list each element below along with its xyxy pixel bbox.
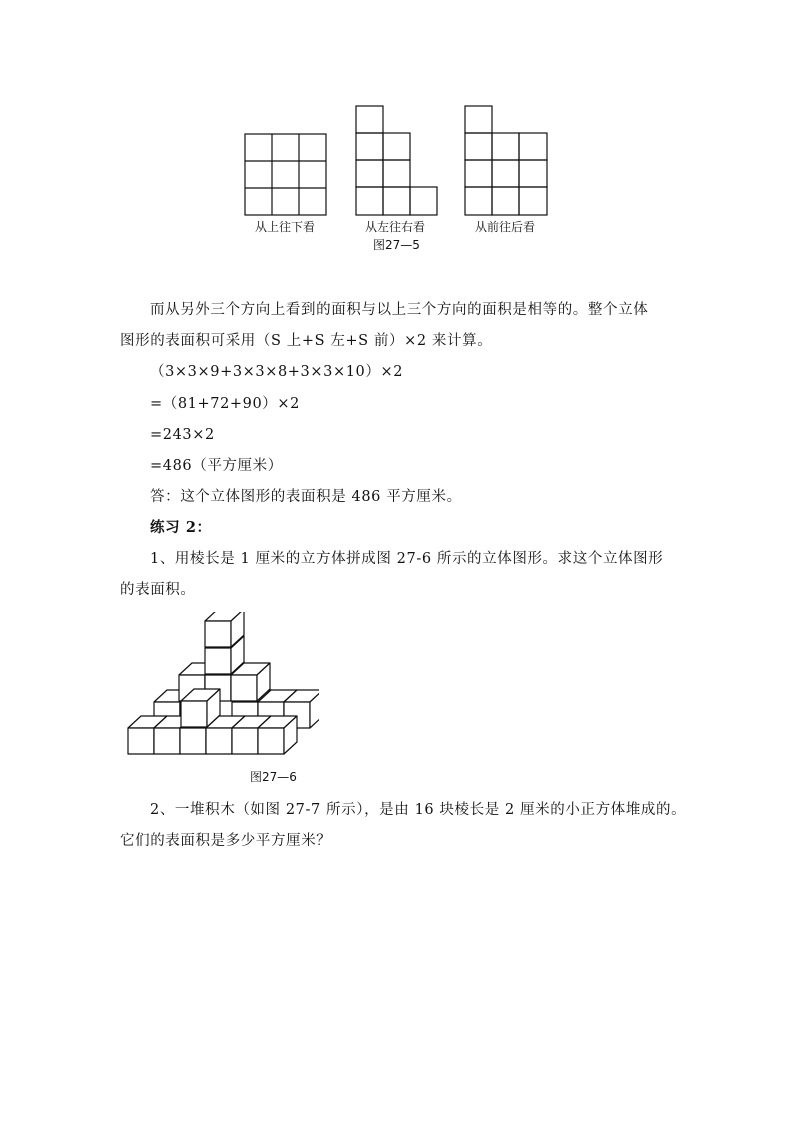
calculation-line: =（81+72+90）×2 — [150, 396, 300, 412]
figure-caption-27-5: 图27—5 — [373, 238, 420, 252]
figure-27-5-views — [243, 104, 553, 224]
calculation-line: （3×3×9+3×3×8+3×3×10）×2 — [150, 364, 404, 380]
paragraph-line: 而从另外三个方向上看到的面积与以上三个方向的面积是相等的。整个立体 — [150, 302, 649, 318]
view-label-left: 从左往右看 — [365, 220, 426, 234]
view-label-front: 从前往后看 — [475, 220, 536, 234]
paragraph-line: 图形的表面积可采用（S 上+S 左+S 前）×2 来计算。 — [120, 333, 493, 349]
question-1-line: 的表面积。 — [120, 582, 196, 598]
question-2-line: 它们的表面积是多少平方厘米？ — [120, 833, 332, 849]
calculation-line: =486（平方厘米） — [150, 458, 283, 474]
figure-27-6-cube-stack — [124, 612, 319, 784]
question-1-line: 1、用棱长是 1 厘米的立方体拼成图 27-6 所示的立体图形。求这个立体图形 — [150, 551, 664, 567]
left-view-grid — [356, 106, 437, 215]
question-2-line: 2、一堆积木（如图 27-7 所示），是由 16 块棱长是 2 厘米的小正方体堆成的。 — [150, 802, 687, 818]
calculation-line: =243×2 — [150, 427, 215, 443]
top-view-grid — [245, 134, 326, 215]
front-view-grid — [465, 106, 547, 215]
exercise-heading: 练习 2： — [150, 519, 212, 536]
figure-caption-27-6: 图27—6 — [250, 770, 297, 784]
view-label-top: 从上往下看 — [255, 220, 316, 234]
answer-line: 答：这个立体图形的表面积是 486 平方厘米。 — [150, 489, 462, 505]
